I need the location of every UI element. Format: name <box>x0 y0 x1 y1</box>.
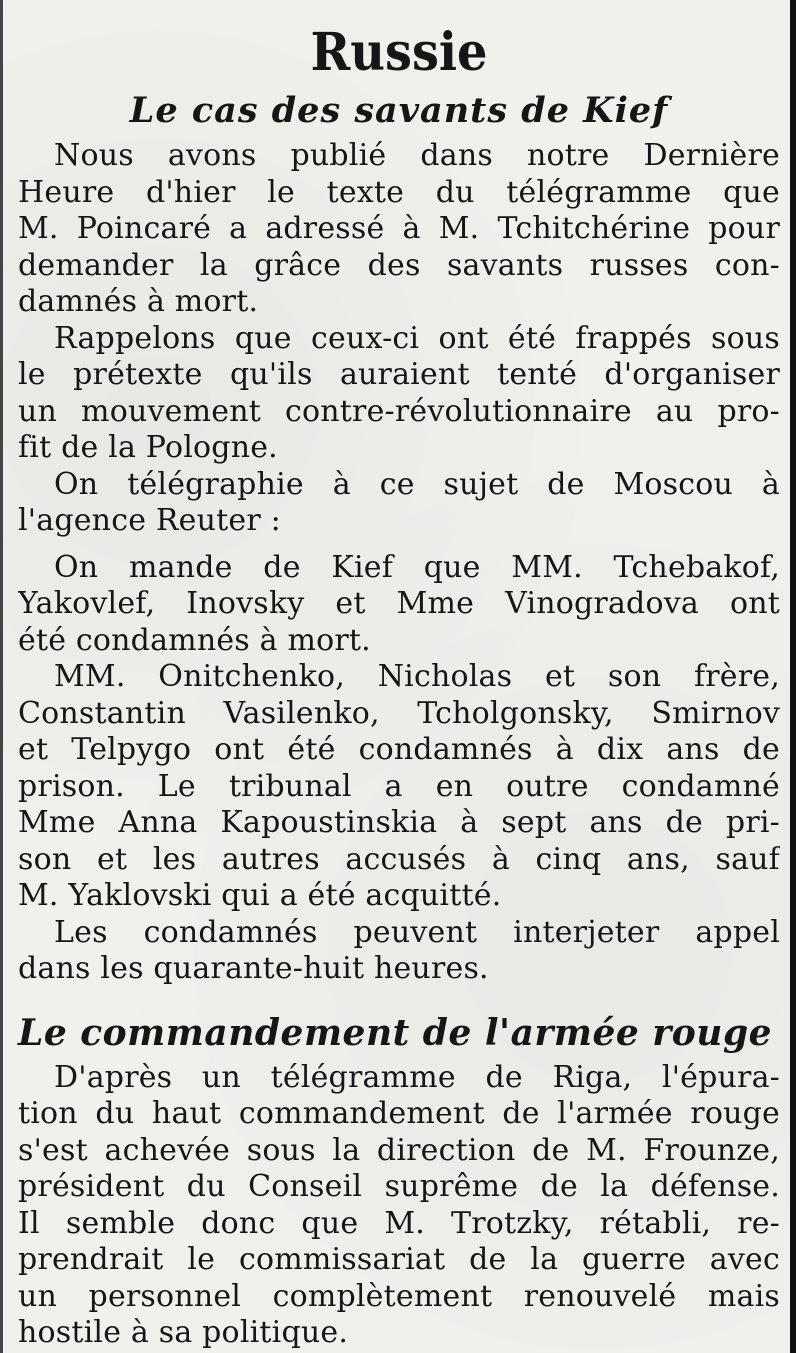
paragraph-line: demander la grâce des savants russes con- <box>18 247 780 283</box>
paragraph-line: On mande de Kief que MM. Tchebakof, <box>54 549 780 585</box>
paragraph-line: M. Yaklovski qui a été acquitté. <box>18 878 502 913</box>
paragraph <box>18 467 780 540</box>
paragraph-line: Rappelons que ceux-ci ont été frappés sous <box>54 320 780 356</box>
article-title-savants-kief: Le cas des savants de Kief <box>129 90 669 131</box>
paragraph-line: président du Conseil suprême de la défense. <box>18 1169 780 1204</box>
paragraph-line: D'après un télégramme de Riga, l'épura- <box>54 1059 780 1095</box>
paragraph-line: et Telpygo ont été condamnés à dix ans de <box>18 732 780 767</box>
article-body-savants-kief <box>18 138 780 988</box>
column-left-edge <box>0 0 3 1353</box>
paragraph-line: tion du haut commandement de l'armée rouge <box>18 1096 780 1131</box>
paragraph-line: Les condamnés peuvent interjeter appel <box>54 914 780 950</box>
paragraph <box>18 321 780 467</box>
paragraph-line: fit de la Pologne. <box>18 430 278 465</box>
article-content <box>18 20 780 1352</box>
paragraph-line: Constantin Vasilenko, Tcholgonsky, Smirnov <box>18 695 780 731</box>
paragraph-line: Nous avons publié dans notre Dernière <box>54 138 780 173</box>
article-body-armee-rouge <box>18 1060 780 1352</box>
article-title-armee-rouge: Le commandement de l'armée rouge <box>18 1011 773 1054</box>
paragraph-line: prendrait le commissariat de la guerre avec <box>18 1242 780 1277</box>
paragraph-line: M. Poincaré a adressé à M. Tchitchérine pour <box>18 211 780 246</box>
paragraph-line: Il semble donc que M. Trotzky, rétabli, re- <box>18 1205 780 1241</box>
paragraph-gap <box>18 540 780 550</box>
paragraph-line: Yakovlef, Inovsky et Mme Vinogradova ont <box>18 586 780 621</box>
paragraph <box>18 915 780 988</box>
paragraph-line: prison. Le tribunal a en outre condamné <box>18 768 780 804</box>
paragraph-line: On télégraphie à ce sujet de Moscou à <box>54 466 780 502</box>
paragraph-line: s'est achevée sous la direction de M. Frounze, <box>18 1132 780 1168</box>
column-right-edge <box>790 0 796 1353</box>
paragraph-line: un personnel complètement renouvelé mais <box>18 1278 780 1314</box>
paragraph-line: un mouvement contre-révolutionnaire au pro- <box>18 393 780 429</box>
paragraph-line: damnés à mort. <box>18 284 259 319</box>
paragraph-line: été condamnés à mort. <box>18 622 371 658</box>
paragraph-line: MM. Onitchenko, Nicholas et son frère, <box>54 659 780 694</box>
paragraph <box>18 1060 780 1352</box>
paragraph <box>18 659 780 915</box>
paragraph-line: Mme Anna Kapoustinskia à sept ans de pri- <box>18 805 780 840</box>
paragraph-line: dans les quarante-huit heures. <box>18 951 489 986</box>
paragraph-line: hostile à sa politique. <box>18 1315 349 1350</box>
paragraph-line: le prétexte qu'ils auraient tenté d'organiser <box>18 357 780 392</box>
paragraph <box>18 138 780 321</box>
paragraph-line: Heure d'hier le texte du télégramme que <box>18 174 780 210</box>
paragraph <box>18 550 780 660</box>
paragraph-line: l'agence Reuter : <box>18 503 281 538</box>
section-heading-russie: Russie <box>310 22 488 83</box>
paragraph-line: son et les autres accusés à cinq ans, sauf <box>18 841 780 877</box>
